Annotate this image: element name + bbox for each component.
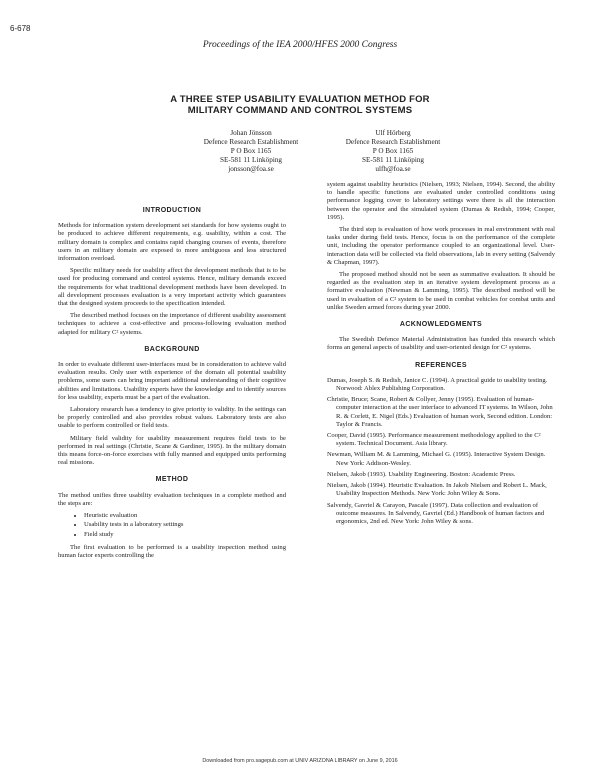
author-block-1 <box>176 129 326 174</box>
section-heading-introduction: INTRODUCTION <box>142 207 202 214</box>
paragraph: system against usability heuristics (Nielsen, 1993; Nielsen, 1994). Second, the ability to handle specific functions are evaluated under controlled conditions using performance logging cover to laboratory settings were there is all the interaction between the operator and the simulated system (Dumas & Redish, 1994; Cooper, 1995). <box>327 181 555 221</box>
paragraph: The first evaluation to be performed is a usability inspection method using human factor experts controlling the <box>58 543 286 559</box>
paragraph: Methods for information system development set standards for how systems ought to be produced to achieve different requirements, e.g. usability, within a cost. The military domain is complex and contains rapid changing courses of events, therefore users in an military domain are exposed to more ambiguous and less structured information overload. <box>58 222 286 263</box>
paragraph: The method unifies three usability evaluation techniques in a complete method and the steps are: <box>58 491 286 507</box>
paragraph: The Swedish Defence Material Administration has funded this research which forms an general aspects of usability and user-oriented design for C² systems. <box>327 336 555 352</box>
author-address: SE-581 11 Linköping <box>361 156 425 164</box>
page-number: 6-678 <box>10 24 31 33</box>
reference-item: Salvendy, Gavriel & Carayon, Pascale (1997). Data collection and evaluation of outcome measures. In Salvendy, Gavriel (Ed.) Handbook of human factors and ergonomics, 2nd ed. New York: John Wiley & sons. <box>327 501 545 525</box>
author-block-2 <box>318 129 468 174</box>
section-heading-acknowledgments: ACKNOWLEDGMENTS <box>399 321 483 329</box>
paragraph: In order to evaluate different user-interfaces must be in consideration to achieve valid evaluation results. Only user with experience of the domain all potential usability problems, some users can bring important additional understanding of their cognitive abilities and limitations. Usability experts have the knowledge and to identify sources for less usability, experts must be a part of the evaluation. <box>58 361 286 401</box>
author-address: P O Box 1165 <box>372 147 414 155</box>
reference-item: Cooper, David (1995). Performance measurement methodology applied to the C² system. Technical Document. Asia library. <box>327 432 541 448</box>
paragraph: Specific military needs for usability affect the development methods that is to be used for producing command and control systems. Hence, military demands exceed the requirements for what traditional development methods have been developed. In all development processes evaluation is a very important activity which guarantees that the designed system proceeds to the specification intended. <box>58 267 286 308</box>
reference-item: Nielsen, Jakob (1993). Usability Engineering. Boston: Academic Press. <box>327 470 516 478</box>
reference-item: Nielsen, Jakob (1994). Heuristic Evaluation. In Jakob Nielsen and Robert L. Mack, Usability Inspection Methods. New York: John Wiley & Sons. <box>327 482 547 498</box>
section-heading-references: REFERENCES <box>415 361 467 369</box>
author-address: SE-581 11 Linköping <box>219 156 283 164</box>
left-column <box>58 207 286 564</box>
paper-title <box>130 94 470 116</box>
title-line-1: A THREE STEP USABILITY EVALUATION METHOD FOR <box>170 94 430 105</box>
running-head: Proceedings of the IEA 2000/HFES 2000 Congress <box>202 40 398 50</box>
steps-list <box>58 512 286 539</box>
section-heading-background: BACKGROUND <box>144 345 200 353</box>
author-address: P O Box 1165 <box>230 147 272 155</box>
title-line-2: MILITARY COMMAND AND CONTROL SYSTEMS <box>187 105 413 116</box>
author-org: Defence Research Establishment <box>345 138 441 146</box>
list-item: • Usability tests in a laboratory settings <box>84 521 286 529</box>
reference-item: Christie, Bruce; Scane, Robert & Collyer, Jenny (1995). Evaluation of human-computer interaction at the user interface to advanced IT systems. In Wilson, John R. & Corlett, E. Nigel (Eds.) Evaluation of human work, Second edition. London: Taylor & Francis. <box>327 396 553 428</box>
author-name: Ulf Hörberg <box>375 129 411 137</box>
paragraph: The described method focuses on the importance of different usability assessment techniques to achieve a cost-effective and process-following evaluation method adapted for military C² systems. <box>58 312 286 336</box>
list-item: • Field study <box>84 531 286 539</box>
author-name: Johan Jönsson <box>230 129 272 137</box>
paragraph: The third step is evaluation of how work processes in real environment with real tasks under during field tests. Hence, focus is on the performance of the complete unit, including the operator performance coupled to an organizational level. User-interaction data will be collected via field observations, lab in every setting (Salvendy & Chapman, 1997). <box>327 226 555 266</box>
right-column <box>327 181 555 529</box>
author-email: jonsson@foa.se <box>228 165 274 173</box>
paragraph: Laboratory research has a tendency to give priority to validity. In the settings can be properly controlled and also provides robust values. Laboratory tests are also usable to perform controlled or field tests. <box>58 406 286 430</box>
section-heading-method: METHOD <box>155 476 189 484</box>
reference-item: Dumas, Joseph S. & Redish, Janice C. (1994). A practical guide to usability testing. Norwood: Ablex Publishing Corporation. <box>327 376 548 393</box>
paragraph: The proposed method should not be seen as summative evaluation. It should be regarded as the evaluation step in an iterative system development process as a formative evaluation (Newman & Lamming, 1995). The described method will be used in evaluation of a C² system to be used in combat vehicles for combat units and unlike Sweden armed forces during year 2000. <box>327 271 555 311</box>
author-email: ulfh@foa.se <box>375 165 411 173</box>
paragraph: Military field validity for usability measurement requires field tests to be performed in real settings (Christie, Scane & Gardiner, 1995). In the military domain this means force-on-force exercises with fully manned and equipped units performing real missions. <box>58 434 286 467</box>
reference-item: Newman, William M. & Lamming, Michael G. (1995). Interactive System Design. New York: Addison-Wesley. <box>327 451 546 467</box>
author-org: Defence Research Establishment <box>203 138 299 146</box>
list-item: • Heuristic evaluation <box>84 512 286 520</box>
download-footer: Downloaded from pro.sagepub.com at UNIV ARIZONA LIBRARY on June 9, 2016 <box>202 758 398 764</box>
